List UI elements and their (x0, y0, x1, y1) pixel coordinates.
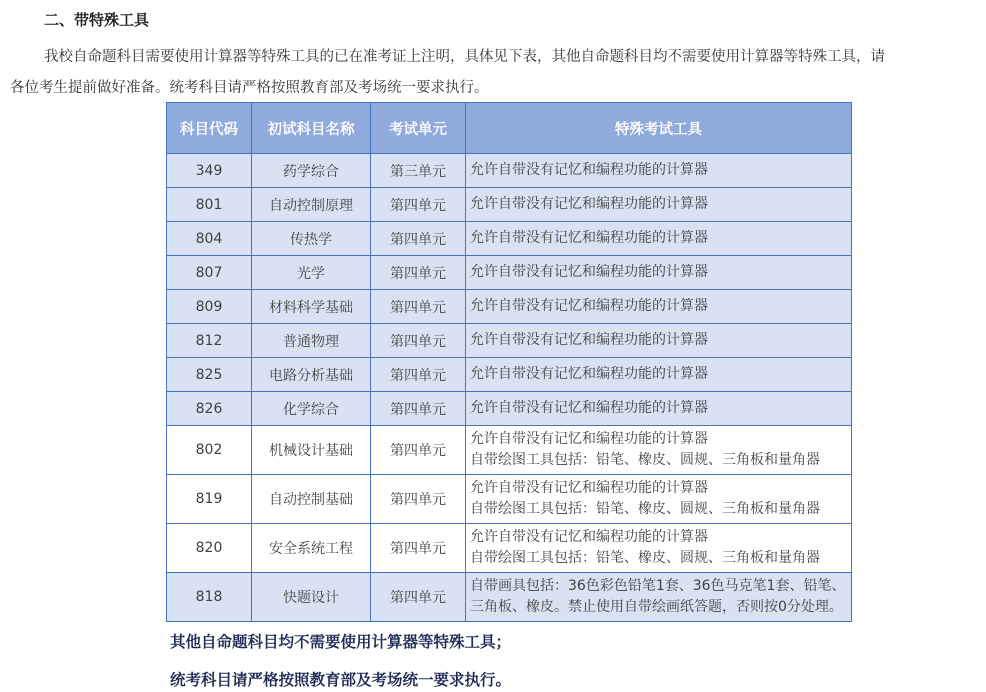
special-tool (466, 290, 852, 324)
tool-line: 允许自带没有记忆和编程功能的计算器 (470, 332, 708, 348)
subject-name: 光学 (252, 256, 371, 290)
exam-unit: 第四单元 (371, 392, 466, 426)
exam-unit: 第四单元 (371, 475, 466, 524)
subject-code: 802 (167, 426, 252, 475)
special-tool (466, 426, 852, 475)
exam-unit: 第四单元 (371, 256, 466, 290)
subject-code: 809 (167, 290, 252, 324)
subject-code: 807 (167, 256, 252, 290)
subject-name: 药学综合 (252, 154, 371, 188)
tool-line: 自带绘图工具包括：铅笔、橡皮、圆规、三角板和量角器 (470, 501, 820, 517)
special-tool (466, 188, 852, 222)
footer-note-2: 统考科目请严格按照教育部及考场统一要求执行。 (170, 671, 512, 689)
subject-code: 349 (167, 154, 252, 188)
intro-paragraph (10, 42, 976, 104)
header-subject-name: 初试科目名称 (252, 103, 371, 154)
exam-unit: 第四单元 (371, 324, 466, 358)
tool-line: 允许自带没有记忆和编程功能的计算器 (470, 480, 708, 496)
tool-line: 允许自带没有记忆和编程功能的计算器 (470, 230, 708, 246)
table-row (167, 524, 852, 573)
special-tool (466, 392, 852, 426)
table-header-row (167, 103, 852, 154)
header-special-tools: 特殊考试工具 (466, 103, 852, 154)
special-tool (466, 154, 852, 188)
tool-line: 自带绘图工具包括：铅笔、橡皮、圆规、三角板和量角器 (470, 550, 820, 566)
table-row (167, 324, 852, 358)
tool-line: 允许自带没有记忆和编程功能的计算器 (470, 162, 708, 178)
table-row (167, 154, 852, 188)
exam-unit: 第四单元 (371, 290, 466, 324)
subject-name: 自动控制基础 (252, 475, 371, 524)
subject-name: 自动控制原理 (252, 188, 371, 222)
tool-line: 三角板、橡皮。禁止使用自带绘画纸答题，否则按0分处理。 (470, 599, 843, 615)
subject-name: 材料科学基础 (252, 290, 371, 324)
tool-line: 允许自带没有记忆和编程功能的计算器 (470, 264, 708, 280)
intro-line-2: 各位考生提前做好准备。统考科目请严格按照教育部及考场统一要求执行。 (10, 80, 489, 96)
exam-unit: 第四单元 (371, 222, 466, 256)
table-row (167, 426, 852, 475)
subject-code: 818 (167, 573, 252, 622)
table-row (167, 188, 852, 222)
subject-name: 电路分析基础 (252, 358, 371, 392)
tool-line: 允许自带没有记忆和编程功能的计算器 (470, 400, 708, 416)
special-tool (466, 358, 852, 392)
subject-name: 快题设计 (252, 573, 371, 622)
subject-name: 机械设计基础 (252, 426, 371, 475)
subject-name: 安全系统工程 (252, 524, 371, 573)
subject-name: 传热学 (252, 222, 371, 256)
exam-unit: 第四单元 (371, 358, 466, 392)
special-tool (466, 475, 852, 524)
special-tool (466, 524, 852, 573)
exam-unit: 第四单元 (371, 426, 466, 475)
intro-line-1: 我校自命题科目需要使用计算器等特殊工具的已在准考证上注明，具体见下表，其他自命题科目均不需要使用计算器等特殊工具，请 (44, 49, 885, 65)
tool-line: 允许自带没有记忆和编程功能的计算器 (470, 529, 708, 545)
tool-line: 允许自带没有记忆和编程功能的计算器 (470, 196, 708, 212)
table-row (167, 358, 852, 392)
footer-note-1: 其他自命题科目均不需要使用计算器等特殊工具； (170, 633, 512, 651)
special-tool (466, 573, 852, 622)
tool-line: 允许自带没有记忆和编程功能的计算器 (470, 366, 708, 382)
subject-code: 825 (167, 358, 252, 392)
subject-code: 801 (167, 188, 252, 222)
table-row (167, 392, 852, 426)
subject-code: 804 (167, 222, 252, 256)
tool-line: 自带绘图工具包括：铅笔、橡皮、圆规、三角板和量角器 (470, 452, 820, 468)
header-exam-unit: 考试单元 (371, 103, 466, 154)
subject-code: 812 (167, 324, 252, 358)
exam-unit: 第四单元 (371, 573, 466, 622)
table-row (167, 256, 852, 290)
tool-line: 允许自带没有记忆和编程功能的计算器 (470, 298, 708, 314)
special-tool (466, 324, 852, 358)
tool-line: 自带画具包括：36色彩色铅笔1套、36色马克笔1套、铅笔、 (470, 578, 846, 594)
special-tools-table (166, 102, 852, 622)
subject-name: 普通物理 (252, 324, 371, 358)
table-row (167, 573, 852, 622)
subject-code: 819 (167, 475, 252, 524)
special-tool (466, 256, 852, 290)
subject-code: 820 (167, 524, 252, 573)
tool-line: 允许自带没有记忆和编程功能的计算器 (470, 431, 708, 447)
table-row (167, 290, 852, 324)
exam-unit: 第四单元 (371, 524, 466, 573)
table-row (167, 222, 852, 256)
exam-unit: 第三单元 (371, 154, 466, 188)
section-heading: 二、带特殊工具 (44, 11, 150, 29)
subject-name: 化学综合 (252, 392, 371, 426)
subject-code: 826 (167, 392, 252, 426)
exam-unit: 第四单元 (371, 188, 466, 222)
header-subject-code: 科目代码 (167, 103, 252, 154)
table-row (167, 475, 852, 524)
special-tool (466, 222, 852, 256)
